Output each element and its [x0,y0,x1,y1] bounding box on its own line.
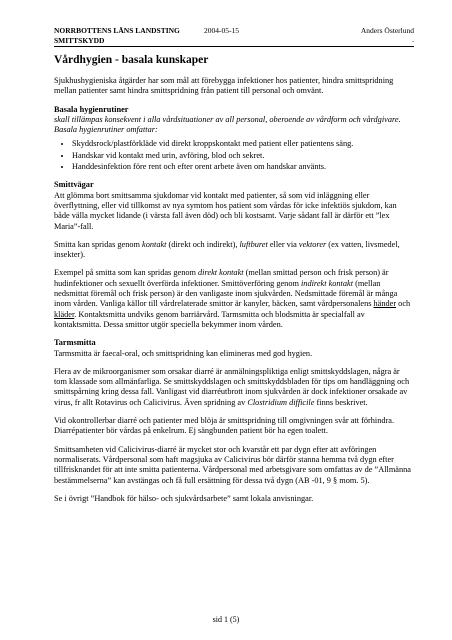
organization-name [54,26,180,45]
list-item: • Handskar vid kontakt med urin, avföring, blod och sekret. [72,151,414,161]
header-rule [54,46,414,47]
tarmsmitta-paragraph-3: Vid okontrollerbar diarré och patienter med blöja är smittspridning till omgivningen svår att förhindra. Diarrépatienter bör vårdas på enkelrum. Ej sängbunden patient bör ha egen toalett. [54,416,395,436]
smittvagar-paragraph-2: Smitta kan spridas genom kontakt (direkt och indirekt), luftburet eller via vektorer (ex vatten, livsmedel, insekter). [54,239,400,260]
header-dot: . [412,35,414,44]
tarmsmitta-paragraph-5: Se i övrigt ”Handbok för hälso- och sjukvårdsarbete” samt lokala anvisningar. [54,493,314,503]
org-line-1: NORRBOTTENS LÄNS LANDSTING [54,26,180,35]
basala-list [54,139,414,172]
intro-paragraph: Sjukhushygieniska åtgärder har som mål att förebygga infektioner hos patienter, hindra smittspridning mellan patienter samt hindra smittspridning från patient till personal och omvänt. [54,76,394,96]
basala-subtitle: skall tillämpas konsekvent i alla vårdsituationer av all personal, oberoende av vårdform och vårdgivare. Basala hygienrutiner omfattar: [54,114,401,135]
basala-heading: Basala hygienrutiner [54,104,129,114]
list-item: • Skyddsrock/plastförkläde vid direkt kroppskontakt med patient eller patientens säng. [72,139,414,149]
header-date: 2004-05-15 [204,26,239,35]
header-author: Anders Österlund [360,26,414,35]
document-title: Vårdhygien - basala kunskaper [54,54,209,66]
tarmsmitta-paragraph-4: Smittsamheten vid Calicivirus-diarré är mycket stor och kvarstår ett par dygn efter att avföringen normaliserats. Vårdpersonal som haft magsjuka av Calicivirus bör därför stanna hemma två dygn efter tillfrisknandet för att inte smitta patienterna. Vårdpersonal med arbetsgivare som omfattas av de ”Allmänna bestämmelserna” kan avstängas och få full ersättning för dessa två dygn (AB -01, 9 § mom. 5). [54,444,411,485]
tarmsmitta-paragraph-2: Flera av de mikroorganismer som orsakar diarré är anmälningspliktiga enligt smittskyddslagen, några är tom klassade som allmänfarliga. Se smittskyddslagen och smittskyddsbladen för tips om handläggning och smittspårning kring dessa fall. Vanligast vid diarréutbrott inom sjukvården är dock infektioner orsakade av virus, fr allt Rotavirus och Calicivirus. Även spridning av Clostridium difficile finns beskrivet. [54,366,410,407]
smittvagar-heading: Smittvägar [54,180,94,190]
document-body [54,54,414,512]
tarmsmitta-heading: Tarmsmitta [54,338,96,348]
page-number: sid 1 (5) [212,615,240,624]
list-item: • Handdesinfektion före rent och efter orent arbete även om handskar använts. [72,162,414,172]
smittvagar-paragraph-1: Att glömma bort smittsamma sjukdomar vid kontakt med patienter, så som vid inläggning eller överflyttning, eller vid tillkomst av nya symtom hos patient som vårdas för icke infektiös sjukdom, kan både välla mycket lidande (i värsta fall även död) och bli kostsamt. Varje sådant fall är därför ett ”lex Maria”-fall. [54,190,397,231]
org-line-2: SMITTSKYDD [54,35,105,45]
smittvagar-paragraph-3: Exempel på smitta som kan spridas genom direkt kontakt (mellan smittad person och frisk person) är hudinfektioner och sexuellt överförda infektioner. Smittöverföring genom indirekt kontakt (mellan nedsmittat föremål och frisk person) är den vanligaste inom sjukvården. Nedsmittade föremål är många inom vården. Vanliga källor till vårdrelaterade smittor är kanyler, bäcken, samt vårdpersonalens händer och kläder. Kontaktsmitta undviks genom barriärvård. Tarmsmitta och blodsmitta är specialfall av kontaktsmitta. Dessa smittor utgör speciella bekymmer inom vården. [54,268,411,329]
tarmsmitta-paragraph-1: Tarmsmitta är faecal-oral, och smittspridning kan elimineras med god hygien. [54,348,313,358]
